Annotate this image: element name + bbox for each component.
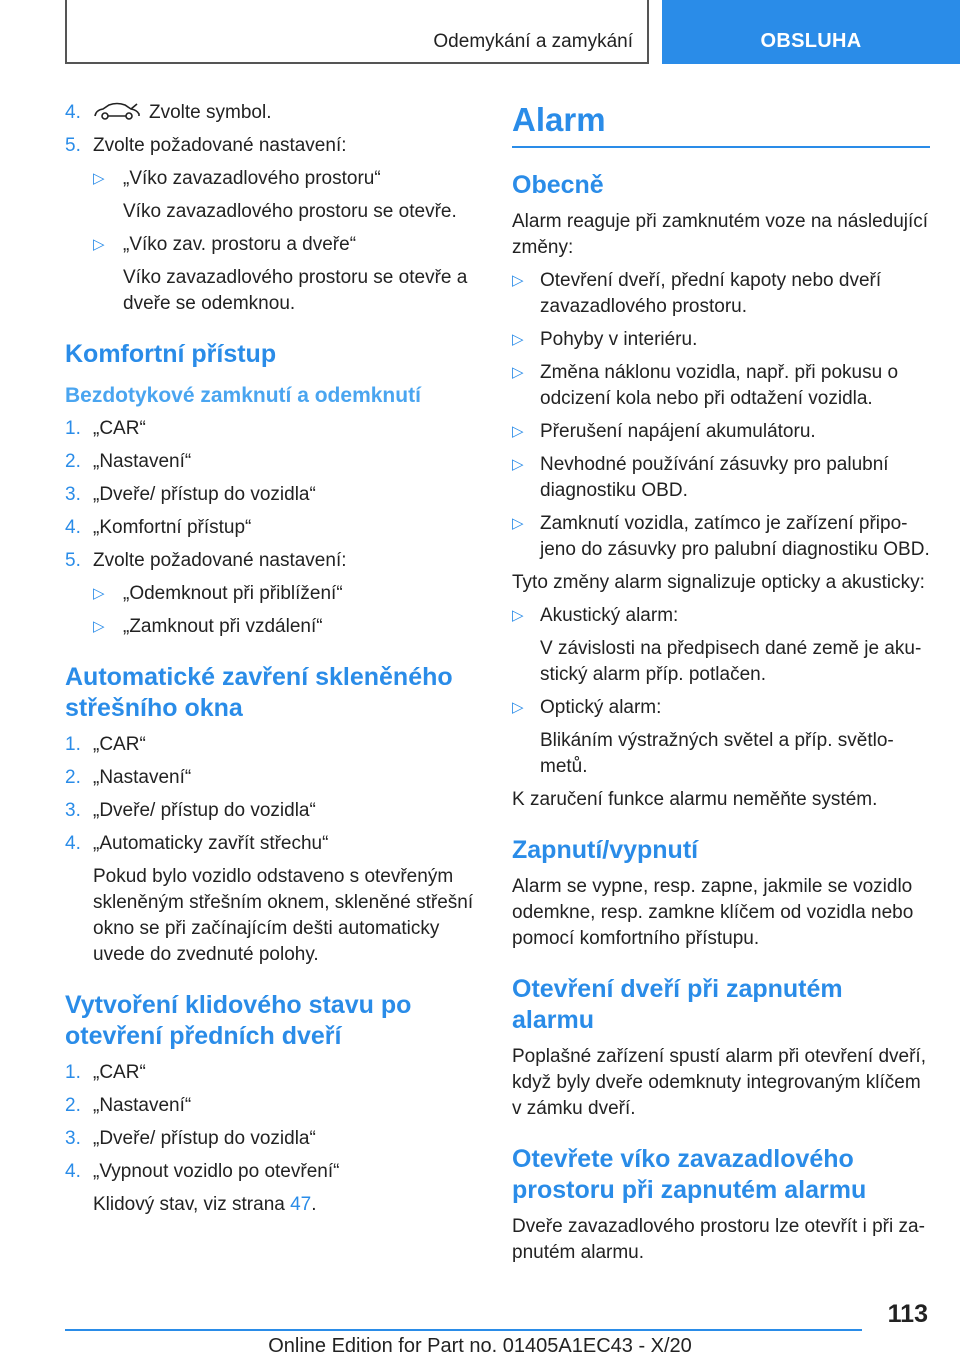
step-text: „Automaticky zavřít střechu“ (93, 833, 329, 854)
step-text: Zvolte symbol. (149, 102, 272, 123)
step-number: 5. (65, 135, 81, 156)
roof-steps-list (65, 732, 477, 857)
step-text: „Dveře/ přístup do vozidla“ (93, 1128, 316, 1149)
left-column (65, 100, 477, 1225)
list-item (65, 732, 477, 758)
list-item (65, 449, 477, 475)
bullet-text: Optický alarm: (540, 697, 662, 718)
right-column (512, 100, 930, 1273)
list-item (65, 1093, 477, 1119)
step-number: 3. (65, 1128, 81, 1149)
option-label: „Víko zav. prostoru a dveře“ (123, 234, 357, 255)
option-label: „Víko zavazadlového prostoru“ (123, 168, 381, 189)
triangle-right-icon: ▷ (512, 699, 524, 716)
option-description: Víko zavazadlového prostoru se otevře. (123, 201, 457, 222)
chapter-title: Odemykání a zamykání (433, 31, 633, 52)
step-text: „CAR“ (93, 418, 146, 439)
triangle-right-icon: ▷ (93, 585, 105, 602)
section-heading: Komfortní přístup (65, 340, 277, 368)
step-text: „Vypnout vozidlo po otevření“ (93, 1161, 340, 1182)
step-number: 4. (65, 833, 81, 854)
page-header (0, 0, 960, 66)
step-text: „CAR“ (93, 1062, 146, 1083)
list-item (65, 416, 477, 442)
list-item (65, 1126, 477, 1152)
step-text: „Nastavení“ (93, 451, 192, 472)
bullet-text: Změna náklonu vozidla, např. při pokusu o odcizení kola nebo při odtažení vozidla. (540, 362, 899, 409)
step-text: „Nastavení“ (93, 1095, 192, 1116)
keyless-steps-list (65, 416, 477, 574)
chapter-heading: Alarm (512, 100, 930, 148)
step-number: 1. (65, 734, 81, 755)
step-text: „Nastavení“ (93, 767, 192, 788)
section-heading: Otevření dveří při zapnutém alarmu (512, 975, 843, 1034)
step-number: 4. (65, 517, 81, 538)
bullet-text: Otevření dveří, přední kapoty nebo dveří zavazadlového prostoru. (540, 270, 882, 317)
step-number: 2. (65, 767, 81, 788)
triangle-right-icon: ▷ (93, 618, 105, 635)
option-label: „Odemknout při přiblížení“ (123, 583, 343, 604)
rest-steps-list (65, 1060, 477, 1185)
section-heading: Obecně (512, 171, 604, 199)
reference-suffix: . (311, 1194, 317, 1215)
triangle-right-icon: ▷ (93, 170, 105, 187)
list-item (65, 482, 477, 508)
triangle-right-icon: ▷ (93, 236, 105, 253)
list-item (65, 1159, 477, 1185)
list-item (65, 1060, 477, 1086)
list-item (65, 133, 477, 159)
step-text: Zvolte požadované nastavení: (93, 550, 347, 571)
step-number: 3. (65, 484, 81, 505)
step-text: „CAR“ (93, 734, 146, 755)
step-number: 4. (65, 102, 81, 123)
car-trunk-open-icon (93, 101, 141, 121)
triangle-right-icon: ▷ (512, 456, 524, 473)
subsection-heading: Bezdotykové zamknutí a odemknutí (65, 384, 421, 407)
page-number: 113 (887, 1300, 928, 1328)
list-item (512, 268, 930, 320)
step-text: Zvolte požadované nastavení: (93, 135, 347, 156)
triangle-right-icon: ▷ (512, 331, 524, 348)
step-number: 2. (65, 451, 81, 472)
bullet-text: Nevhodné používání zásuvky pro palubní diagnostiku OBD. (540, 454, 889, 501)
step-description: Pokud bylo vozidlo odstaveno s otevřeným skleněným střešním oknem, skleněné střešní okno se při začínajícím dešti automaticky uvede do zvednuté polohy. (93, 866, 474, 965)
header-chapter-box (65, 0, 649, 64)
paragraph: Dveře zavazadlového prostoru lze otevřít i při zapnutém alarmu. (512, 1216, 925, 1263)
section-heading: Zapnutí/vypnutí (512, 836, 699, 864)
option-label: „Zamknout při vzdálení“ (123, 616, 323, 637)
triangle-right-icon: ▷ (512, 607, 524, 624)
list-item (65, 515, 477, 541)
edition-text: Online Edition for Part no. 01405A1EC43 - X/20 (268, 1335, 692, 1357)
paragraph: K zaručení funkce alarmu neměňte systém. (512, 789, 878, 810)
paragraph: Poplašné zařízení spustí alarm při otevření dveří, když byly dveře odemknuty integrovaným klíčem v zámku dveří. (512, 1046, 926, 1119)
page-reference-link[interactable]: 47 (290, 1194, 312, 1215)
list-item (65, 765, 477, 791)
triangle-right-icon: ▷ (512, 364, 524, 381)
list-item (512, 327, 930, 353)
list-item (65, 548, 477, 574)
paragraph: Alarm reaguje při zamknutém voze na následující změny: (512, 211, 929, 258)
bullet-text: Pohyby v interiéru. (540, 329, 698, 350)
step-number: 5. (65, 550, 81, 571)
section-heading: Automatické zavření skleněného střešního okna (65, 663, 453, 722)
list-item (65, 831, 477, 857)
footer-divider (65, 1329, 862, 1331)
list-item (512, 452, 930, 504)
list-item (512, 511, 930, 563)
bullet-text: Zamknutí vozidla, zatímco je zařízení připojeno do zásuvky pro palubní diagnostiku OBD. (540, 513, 930, 560)
triangle-right-icon: ▷ (512, 515, 524, 532)
option-item (65, 614, 477, 640)
section-heading: Otevřete víko zavazadlového prostoru při zapnutém alarmu (512, 1145, 867, 1204)
paragraph: Tyto změny alarm signalizuje opticky a akusticky: (512, 572, 925, 593)
reference-prefix: Klidový stav, viz strana (93, 1194, 291, 1215)
step-number: 4. (65, 1161, 81, 1182)
list-item (512, 603, 930, 629)
step-text: „Dveře/ přístup do vozidla“ (93, 484, 316, 505)
option-item (65, 232, 477, 258)
step-text: „Dveře/ přístup do vozidla“ (93, 800, 316, 821)
bullet-description: Blikáním výstražných světel a příp. světlometů. (540, 730, 894, 777)
bullet-text: Přerušení napájení akumulátoru. (540, 421, 816, 442)
step-text: „Komfortní přístup“ (93, 517, 252, 538)
list-item (512, 360, 930, 412)
list-item (65, 100, 477, 126)
triangle-right-icon: ▷ (512, 272, 524, 289)
alarm-triggers-list (512, 268, 930, 563)
paragraph: Alarm se vypne, resp. zapne, jakmile se vozidlo odemkne, resp. zamkne klíčem od vozidla nebo pomocí komfortního přístupu. (512, 876, 914, 949)
list-item (512, 419, 930, 445)
option-item (65, 166, 477, 192)
list-item (512, 695, 930, 721)
step-number: 3. (65, 800, 81, 821)
header-section-tab (662, 0, 960, 64)
list-item (65, 798, 477, 824)
step-number: 2. (65, 1095, 81, 1116)
option-description: Víko zavazadlového prostoru se otevře a dveře se odemknou. (123, 267, 468, 314)
step-number: 1. (65, 418, 81, 439)
step-number: 1. (65, 1062, 81, 1083)
bullet-text: Akustický alarm: (540, 605, 679, 626)
section-heading: Vytvoření klidového stavu po otevření předních dveří (65, 991, 412, 1050)
bullet-description: V závislosti na předpisech dané země je akustický alarm příp. potlačen. (540, 638, 922, 685)
step-description (65, 1192, 477, 1218)
option-item (65, 581, 477, 607)
triangle-right-icon: ▷ (512, 423, 524, 440)
section-label: OBSLUHA (760, 30, 862, 52)
